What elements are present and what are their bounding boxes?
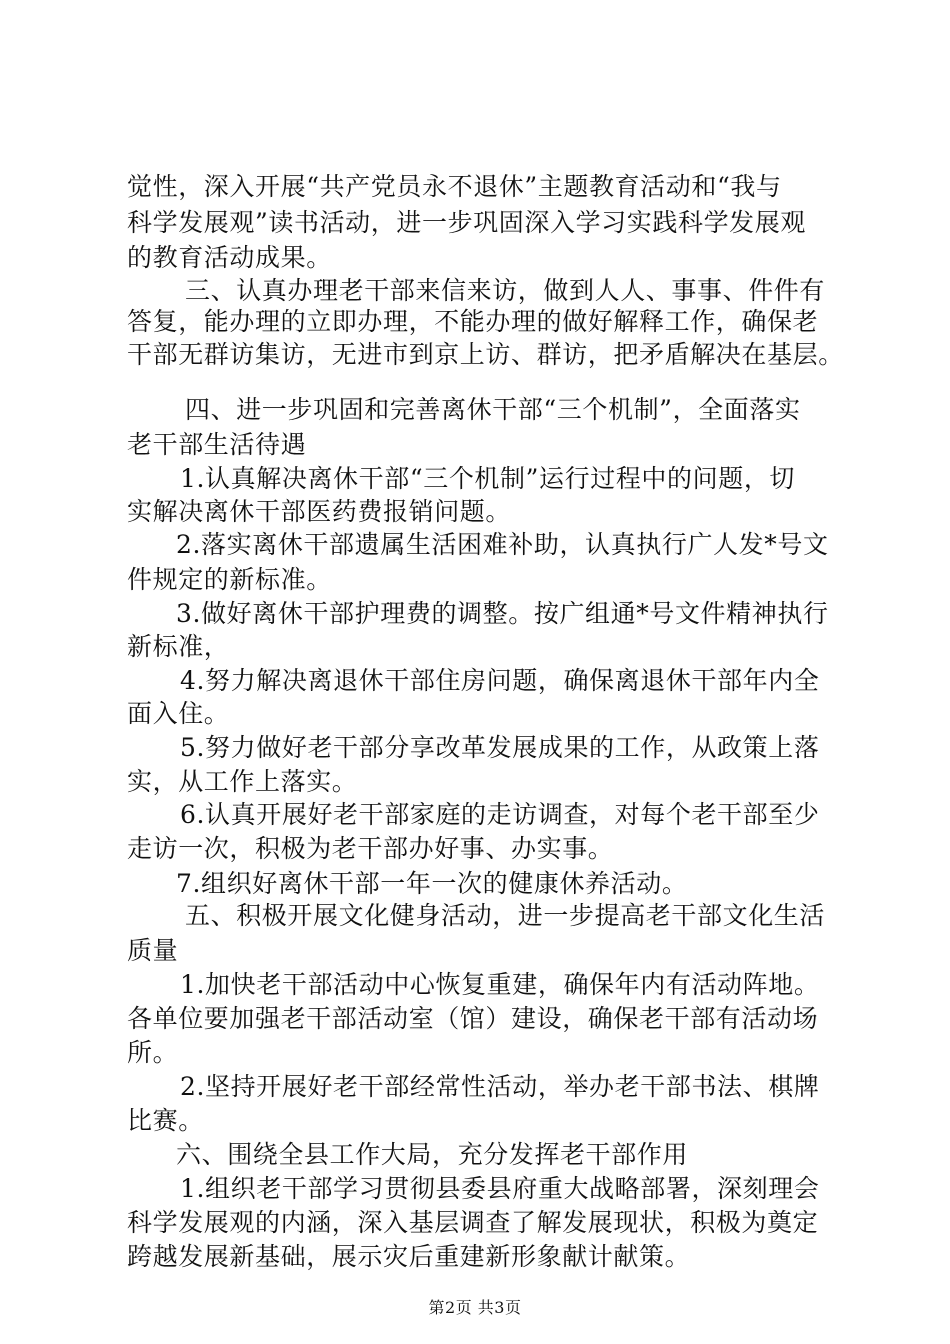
text-line: 所。 [127, 1038, 179, 1067]
text-line: 2.落实离休干部遗属生活困难补助，认真执行广人发*号文 [176, 530, 829, 559]
text-line: 1.认真解决离休干部“三个机制”运行过程中的问题，切 [180, 464, 796, 493]
text-line: 科学发展观”读书活动，进一步巩固深入学习实践科学发展观 [127, 208, 806, 237]
text-line: 质量 [127, 936, 179, 965]
text-line: 实，从工作上落实。 [127, 767, 358, 796]
text-line: 觉性，深入开展“共产党员永不退休”主题教育活动和“我与 [127, 172, 782, 201]
text-line: 面入住。 [127, 699, 230, 728]
text-line: 老干部生活待遇 [127, 430, 307, 459]
text-line: 答复，能办理的立即办理，不能办理的做好解释工作，确保老 [127, 307, 819, 336]
text-line: 实解决离休干部医药费报销问题。 [127, 497, 512, 526]
page-footer: 第2页 共3页 [428, 1298, 522, 1317]
text-line: 的教育活动成果。 [127, 243, 332, 272]
text-line: 4.努力解决离退休干部住房问题，确保离退休干部年内全 [180, 666, 820, 695]
text-line: 6.认真开展好老干部家庭的走访调查，对每个老干部至少 [180, 800, 820, 829]
text-line: 1.组织老干部学习贯彻县委县府重大战略部署，深刻理会 [180, 1174, 820, 1203]
text-line: 比赛。 [127, 1106, 204, 1135]
text-line: 三、认真办理老干部来信来访，做到人人、事事、件件有 [185, 276, 826, 305]
text-line: 7.组织好离休干部一年一次的健康休养活动。 [176, 869, 688, 898]
text-line: 五、积极开展文化健身活动，进一步提高老干部文化生活 [185, 901, 826, 930]
text-line: 5.努力做好老干部分享改革发展成果的工作，从政策上落 [180, 733, 820, 762]
text-line: 科学发展观的内涵，深入基层调查了解发展现状，积极为奠定 [127, 1208, 819, 1237]
text-line: 1.加快老干部活动中心恢复重建，确保年内有活动阵地。 [180, 970, 820, 999]
text-line: 走访一次，积极为老干部办好事、办实事。 [127, 834, 614, 863]
text-line: 干部无群访集访，无进市到京上访、群访，把矛盾解决在基层。 [127, 340, 844, 369]
text-line: 件规定的新标准。 [127, 565, 332, 594]
text-line: 新标准， [127, 632, 230, 661]
text-line: 3.做好离休干部护理费的调整。按广组通*号文件精神执行 [176, 599, 829, 628]
text-line: 各单位要加强老干部活动室（馆）建设，确保老干部有活动场 [127, 1004, 819, 1033]
text-line: 六、围绕全县工作大局，充分发挥老干部作用 [176, 1140, 689, 1169]
text-line: 四、进一步巩固和完善离休干部“三个机制”，全面落实 [185, 395, 801, 424]
text-line: 跨越发展新基础，展示灾后重建新形象献计献策。 [127, 1242, 691, 1271]
text-line: 2.坚持开展好老干部经常性活动，举办老干部书法、棋牌 [180, 1072, 820, 1101]
